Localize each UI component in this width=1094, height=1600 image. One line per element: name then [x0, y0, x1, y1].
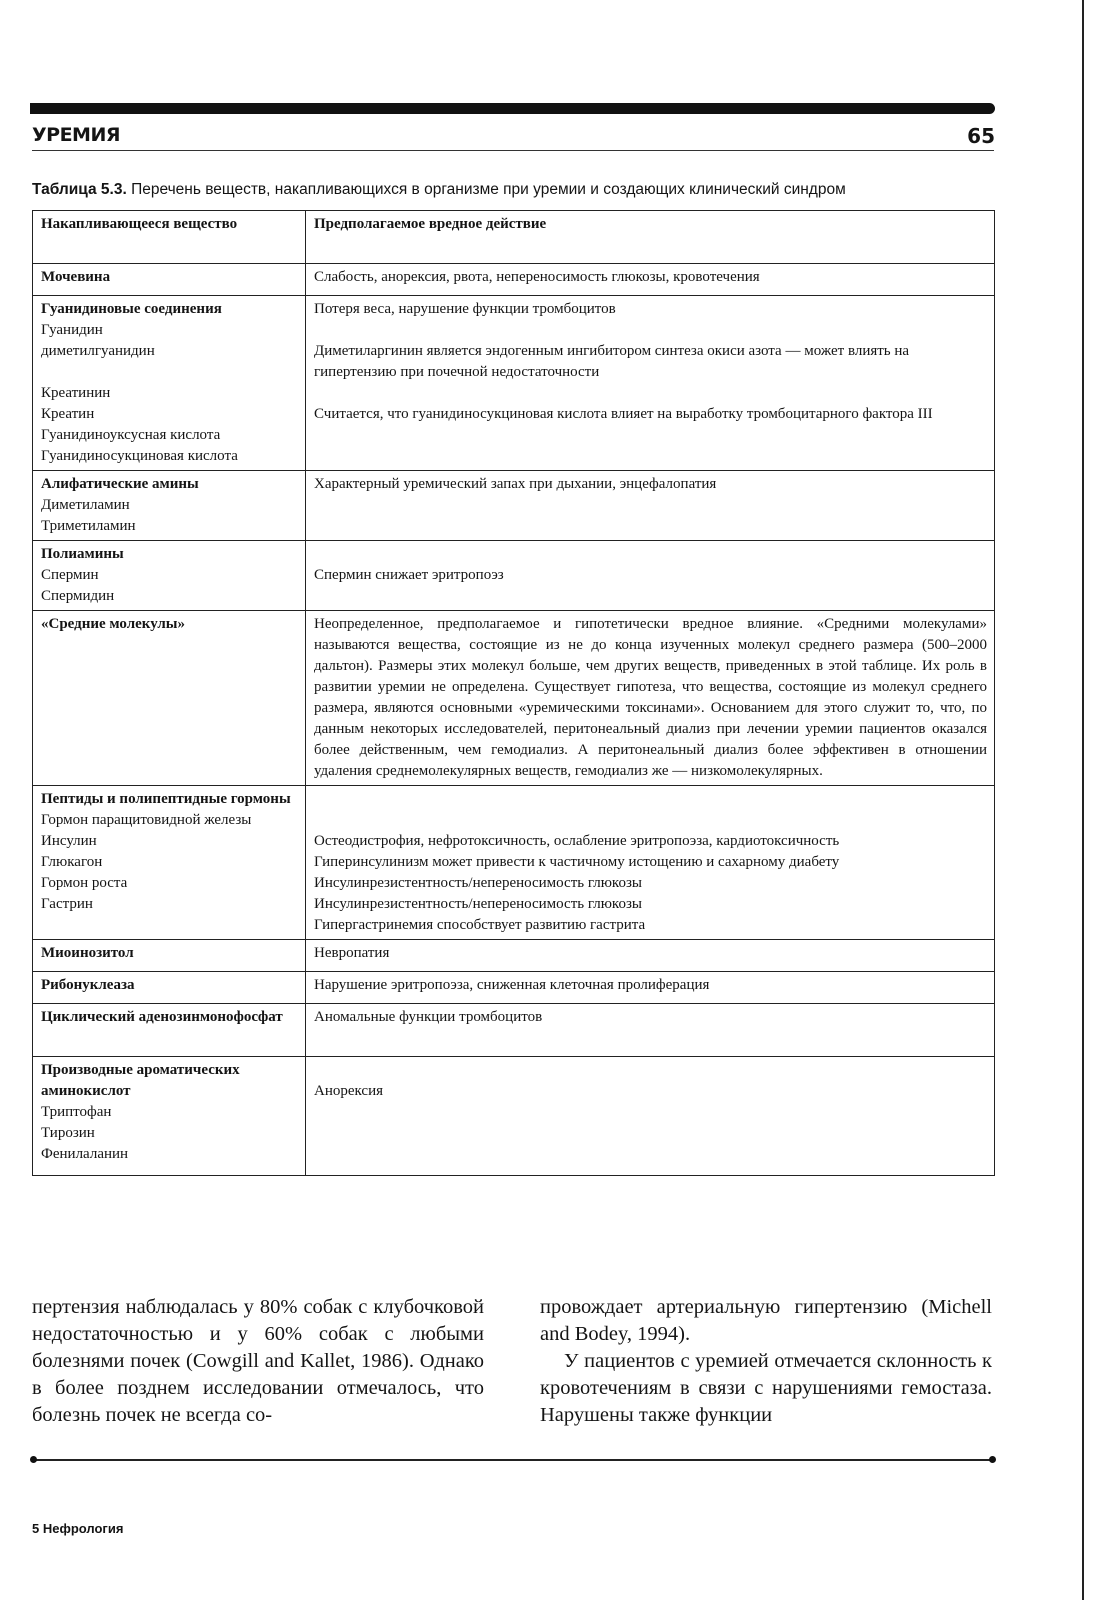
substance-effect: Спермин снижает эритропоэз — [314, 567, 504, 583]
substance-item: Спермидин — [41, 588, 115, 604]
substance-effect: Анорексия — [314, 1083, 384, 1099]
substance-name: Гуанидиновые соединения — [41, 301, 222, 317]
table-row — [33, 940, 995, 972]
table-row — [33, 296, 995, 471]
page-edge-line — [1082, 0, 1084, 1600]
substance-effect: Аномальные функции тромбоцитов — [306, 1004, 995, 1057]
table-row — [33, 1057, 995, 1176]
substance-item: Гормон роста — [41, 875, 128, 891]
table-row — [33, 264, 995, 296]
table-caption-text: Перечень веществ, накапливающихся в организме при уремии и создающих клинический синдром — [131, 181, 846, 198]
page-number: 65 — [967, 124, 995, 148]
substance-cell — [33, 541, 306, 611]
substance-item: Гастрин — [41, 896, 93, 912]
body-text-right-column — [540, 1294, 992, 1429]
substance-item: Спермин — [41, 567, 99, 583]
substance-item: Гуанидин — [41, 322, 103, 338]
effect-cell — [306, 541, 995, 611]
substance-effect: Считается, что гуанидиносукциновая кислота влияет на выработку тромбоцитарного фактора III — [314, 406, 933, 422]
substance-name: Рибонуклеаза — [33, 972, 306, 1004]
header-cell-substance: Накапливающееся вещество — [33, 211, 306, 264]
table-header-row — [33, 211, 995, 264]
substance-cell — [33, 786, 306, 940]
substance-item: диметилгуанидин — [41, 343, 155, 359]
table-caption — [32, 181, 1002, 199]
table-row — [33, 611, 995, 786]
substance-item: Фенилаланин — [41, 1146, 129, 1162]
substance-item: Диметиламин — [41, 497, 130, 513]
running-header-title: УРЕМИЯ — [32, 124, 120, 146]
rule-end-dot — [989, 1456, 996, 1463]
bottom-rule — [32, 1459, 994, 1461]
effect-cell — [306, 1057, 995, 1176]
substance-name: Алифатические амины — [41, 476, 199, 492]
substance-item: Инсулин — [41, 833, 97, 849]
body-text-left-column — [32, 1294, 484, 1429]
substance-item: Креатин — [41, 406, 95, 422]
substance-effect: Нарушение эритропоэза, сниженная клеточная пролиферация — [306, 972, 995, 1004]
substance-name: Циклический аденозинмонофосфат — [33, 1004, 306, 1057]
table-row — [33, 786, 995, 940]
substance-name: Пептиды и полипептидные гормоны — [41, 791, 291, 807]
substance-cell — [33, 296, 306, 471]
substance-name: Мочевина — [33, 264, 306, 296]
substance-effect: Гиперинсулинизм может привести к частичному истощению и сахарному диабету — [314, 854, 840, 870]
substance-name: Производные ароматических аминокислот — [41, 1062, 240, 1099]
footer-signature: 5 Нефрология — [32, 1521, 124, 1536]
substance-item: Тирозин — [41, 1125, 95, 1141]
substance-item: Креатинин — [41, 385, 111, 401]
substance-effect: Гипергастринемия способствует развитию гастрита — [314, 917, 646, 933]
substance-item: Триптофан — [41, 1104, 112, 1120]
body-paragraph: провождает артериальную гипертензию (Michell and Bodey, 1994). — [540, 1296, 992, 1345]
table-row — [33, 972, 995, 1004]
substance-effect: Потеря веса, нарушение функции тромбоцитов — [314, 301, 616, 317]
substance-name: Миоинозитол — [33, 940, 306, 972]
substance-item: Триметиламин — [41, 518, 136, 534]
substance-item: Гормон паращитовидной железы — [41, 812, 252, 828]
substance-effect: Неопределенное, предполагаемое и гипотетически вредное влияние. «Средними молекулами» называются вещества, состоящие из не до конца изученных молекул среднего размера (500–2000 дальтон). Размеры этих молекул больше, чем других веществ, приведенных в этой таблице. Их роль в развитии уремии не определена. Существует гипотеза, что вещества, состоящие из молекул среднего размера, являются основными «уремическими токсинами». Основанием для этого служит то, что, по данным некоторых исследователей, перитонеальный диализ при лечении уремии пациентов оказался более действенным, чем гемодиализ. А перитонеальный диализ более эффективен в отношении удаления среднемолекулярных веществ, гемодиализ же — низкомолекулярных. — [306, 611, 995, 786]
substance-name: «Средние молекулы» — [33, 611, 306, 786]
substance-cell — [33, 471, 306, 541]
table-row — [33, 471, 995, 541]
substance-effect: Слабость, анорексия, рвота, непереносимость глюкозы, кровотечения — [306, 264, 995, 296]
rule-end-dot — [30, 1456, 37, 1463]
substance-item: Гуанидиносукциновая кислота — [41, 448, 238, 464]
body-paragraph: пертензия наблюдалась у 80% собак с клубочковой недостаточностью и у 60% собак с любыми болезнями почек (Cowgill and Kallet, 1986). Однако в более позднем исследовании отмечалось, что болезнь почек не всегда со- — [32, 1296, 484, 1426]
effect-cell — [306, 296, 995, 471]
table-row — [33, 541, 995, 611]
effect-cell — [306, 786, 995, 940]
substances-table — [32, 210, 995, 1176]
substance-effect: Характерный уремический запах при дыхании, энцефалопатия — [306, 471, 995, 541]
substance-effect: Инсулинрезистентность/непереносимость глюкозы — [314, 875, 642, 891]
substance-name: Полиамины — [41, 546, 124, 562]
header-bar — [30, 103, 995, 114]
substance-effect: Остеодистрофия, нефротоксичность, ослабление эритропоэза, кардиотоксичность — [314, 833, 840, 849]
substance-effect: Невропатия — [306, 940, 995, 972]
substance-effect: Инсулинрезистентность/непереносимость глюкозы — [314, 896, 642, 912]
table-caption-label: Таблица 5.3. — [32, 181, 127, 198]
header-cell-effect: Предполагаемое вредное действие — [306, 211, 995, 264]
substance-effect: Диметиларгинин является эндогенным ингибитором синтеза окиси азота — может влиять на гипертензию при почечной недостаточности — [314, 343, 910, 380]
substance-cell — [33, 1057, 306, 1176]
body-paragraph: У пациентов с уремией отмечается склонность к кровотечениям в связи с нарушениями гемостаза. Нарушены также функции — [540, 1350, 992, 1426]
substance-item: Глюкагон — [41, 854, 103, 870]
table-row — [33, 1004, 995, 1057]
header-rule — [32, 150, 994, 151]
substance-item: Гуанидиноуксусная кислота — [41, 427, 221, 443]
